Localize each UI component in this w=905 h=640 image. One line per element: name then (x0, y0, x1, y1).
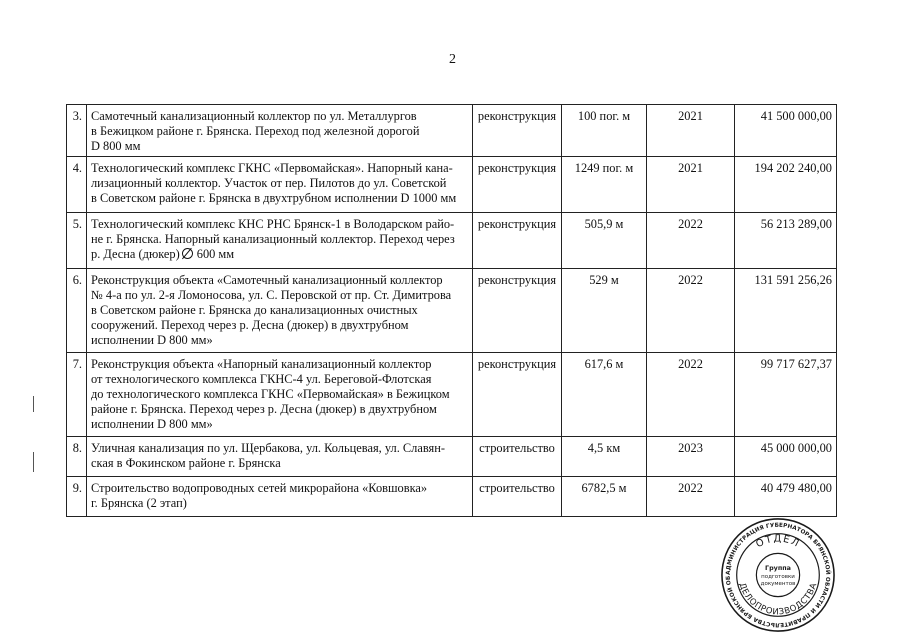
object-length: 1249 пог. м (562, 157, 647, 213)
work-type: строительство (473, 477, 562, 517)
completion-year: 2022 (647, 269, 735, 353)
cost-amount: 41 500 000,00 (735, 105, 837, 157)
work-type: реконструкция (473, 269, 562, 353)
row-number: 5. (67, 213, 87, 269)
cost-amount: 99 717 627,37 (735, 353, 837, 437)
object-length: 4,5 км (562, 437, 647, 477)
object-length: 100 пог. м (562, 105, 647, 157)
table-row (67, 213, 837, 269)
diameter-value: 600 мм (196, 247, 235, 261)
object-description: Реконструкция объекта «Напорный канализационный коллектор от технологического комплекса ГКНС-4 ул. Береговой-Флотская до технологического комплекса ГКНС «Первомайская» в Бежицком районе г. Брянска. Переход через р. Десна (дюкер) в двухтрубном исполнении D 800 мм» (87, 353, 473, 437)
table-row (67, 437, 837, 477)
work-type: реконструкция (473, 353, 562, 437)
completion-year: 2023 (647, 437, 735, 477)
object-description: Уличная канализация по ул. Щербакова, ул. Кольцевая, ул. Славян- ская в Фокинском районе г. Брянска (87, 437, 473, 477)
objects-table (66, 104, 837, 517)
stamp-word-bottom: ДЕЛОПРОИЗВОДСТВА (737, 581, 819, 617)
cost-amount: 131 591 256,26 (735, 269, 837, 353)
row-number: 3. (67, 105, 87, 157)
cost-amount: 40 479 480,00 (735, 477, 837, 517)
table-row (67, 105, 837, 157)
stamp-center-line: Группа (765, 564, 791, 573)
page-number: 2 (449, 52, 456, 67)
row-number: 7. (67, 353, 87, 437)
stamp-center-line: подготовки (761, 573, 795, 580)
completion-year: 2022 (647, 213, 735, 269)
object-description: Реконструкция объекта «Самотечный канализационный коллектор № 4-а по ул. 2-я Ломоносова, ул. С. Перовской от пр. Ст. Димитрова в Советском районе г. Брянска до канализационных очистных сооружений. Переход через р. Десна (дюкер) в двухтрубном исполнении D 800 мм» (87, 269, 473, 353)
margin-line (33, 396, 34, 412)
object-description: Строительство водопроводных сетей микрорайона «Ковшовка» г. Брянска (2 этап) (87, 477, 473, 517)
work-type: реконструкция (473, 105, 562, 157)
table-row (67, 477, 837, 517)
margin-line (33, 452, 34, 472)
stamp-ring-text: АДМИНИСТРАЦИЯ ГУБЕРНАТОРА БРЯНСКОЙ ОБЛАСТИ И ПРАВИТЕЛЬСТВА БРЯНСКОЙ ОБ (725, 522, 831, 628)
stamp-center-line: документов (760, 580, 796, 587)
object-description: Технологический комплекс ГКНС «Первомайская». Напорный кана- лизационный коллектор. Участок от пер. Пилотов до ул. Советской в Советском районе г. Брянска в двухтрубном исполнении D 1000 мм (87, 157, 473, 213)
completion-year: 2021 (647, 157, 735, 213)
cost-amount: 56 213 289,00 (735, 213, 837, 269)
object-length: 6782,5 м (562, 477, 647, 517)
row-number: 8. (67, 437, 87, 477)
completion-year: 2022 (647, 477, 735, 517)
work-type: реконструкция (473, 157, 562, 213)
completion-year: 2022 (647, 353, 735, 437)
row-number: 6. (67, 269, 87, 353)
diameter-icon (182, 248, 193, 259)
table-row (67, 157, 837, 213)
cost-amount: 45 000 000,00 (735, 437, 837, 477)
table-row (67, 269, 837, 353)
cost-amount: 194 202 240,00 (735, 157, 837, 213)
work-type: реконструкция (473, 213, 562, 269)
object-length: 529 м (562, 269, 647, 353)
object-length: 617,6 м (562, 353, 647, 437)
completion-year: 2021 (647, 105, 735, 157)
stamp-seal (719, 516, 837, 634)
description-text: Технологический комплекс КНС РНС Брянск-1 в Володарском райо- не г. Брянска. Напорный канализационный коллектор. Переход через р. Десна (дюкер) (91, 217, 455, 261)
work-type: строительство (473, 437, 562, 477)
object-description (87, 213, 473, 269)
object-description: Самотечный канализационный коллектор по ул. Металлургов в Бежицком районе г. Брянска. Переход под железной дорогой D 800 мм (87, 105, 473, 157)
department-stamp (719, 516, 837, 634)
row-number: 4. (67, 157, 87, 213)
row-number: 9. (67, 477, 87, 517)
table-row (67, 353, 837, 437)
object-length: 505,9 м (562, 213, 647, 269)
stamp-word-top: ОТДЕЛ (754, 533, 802, 551)
